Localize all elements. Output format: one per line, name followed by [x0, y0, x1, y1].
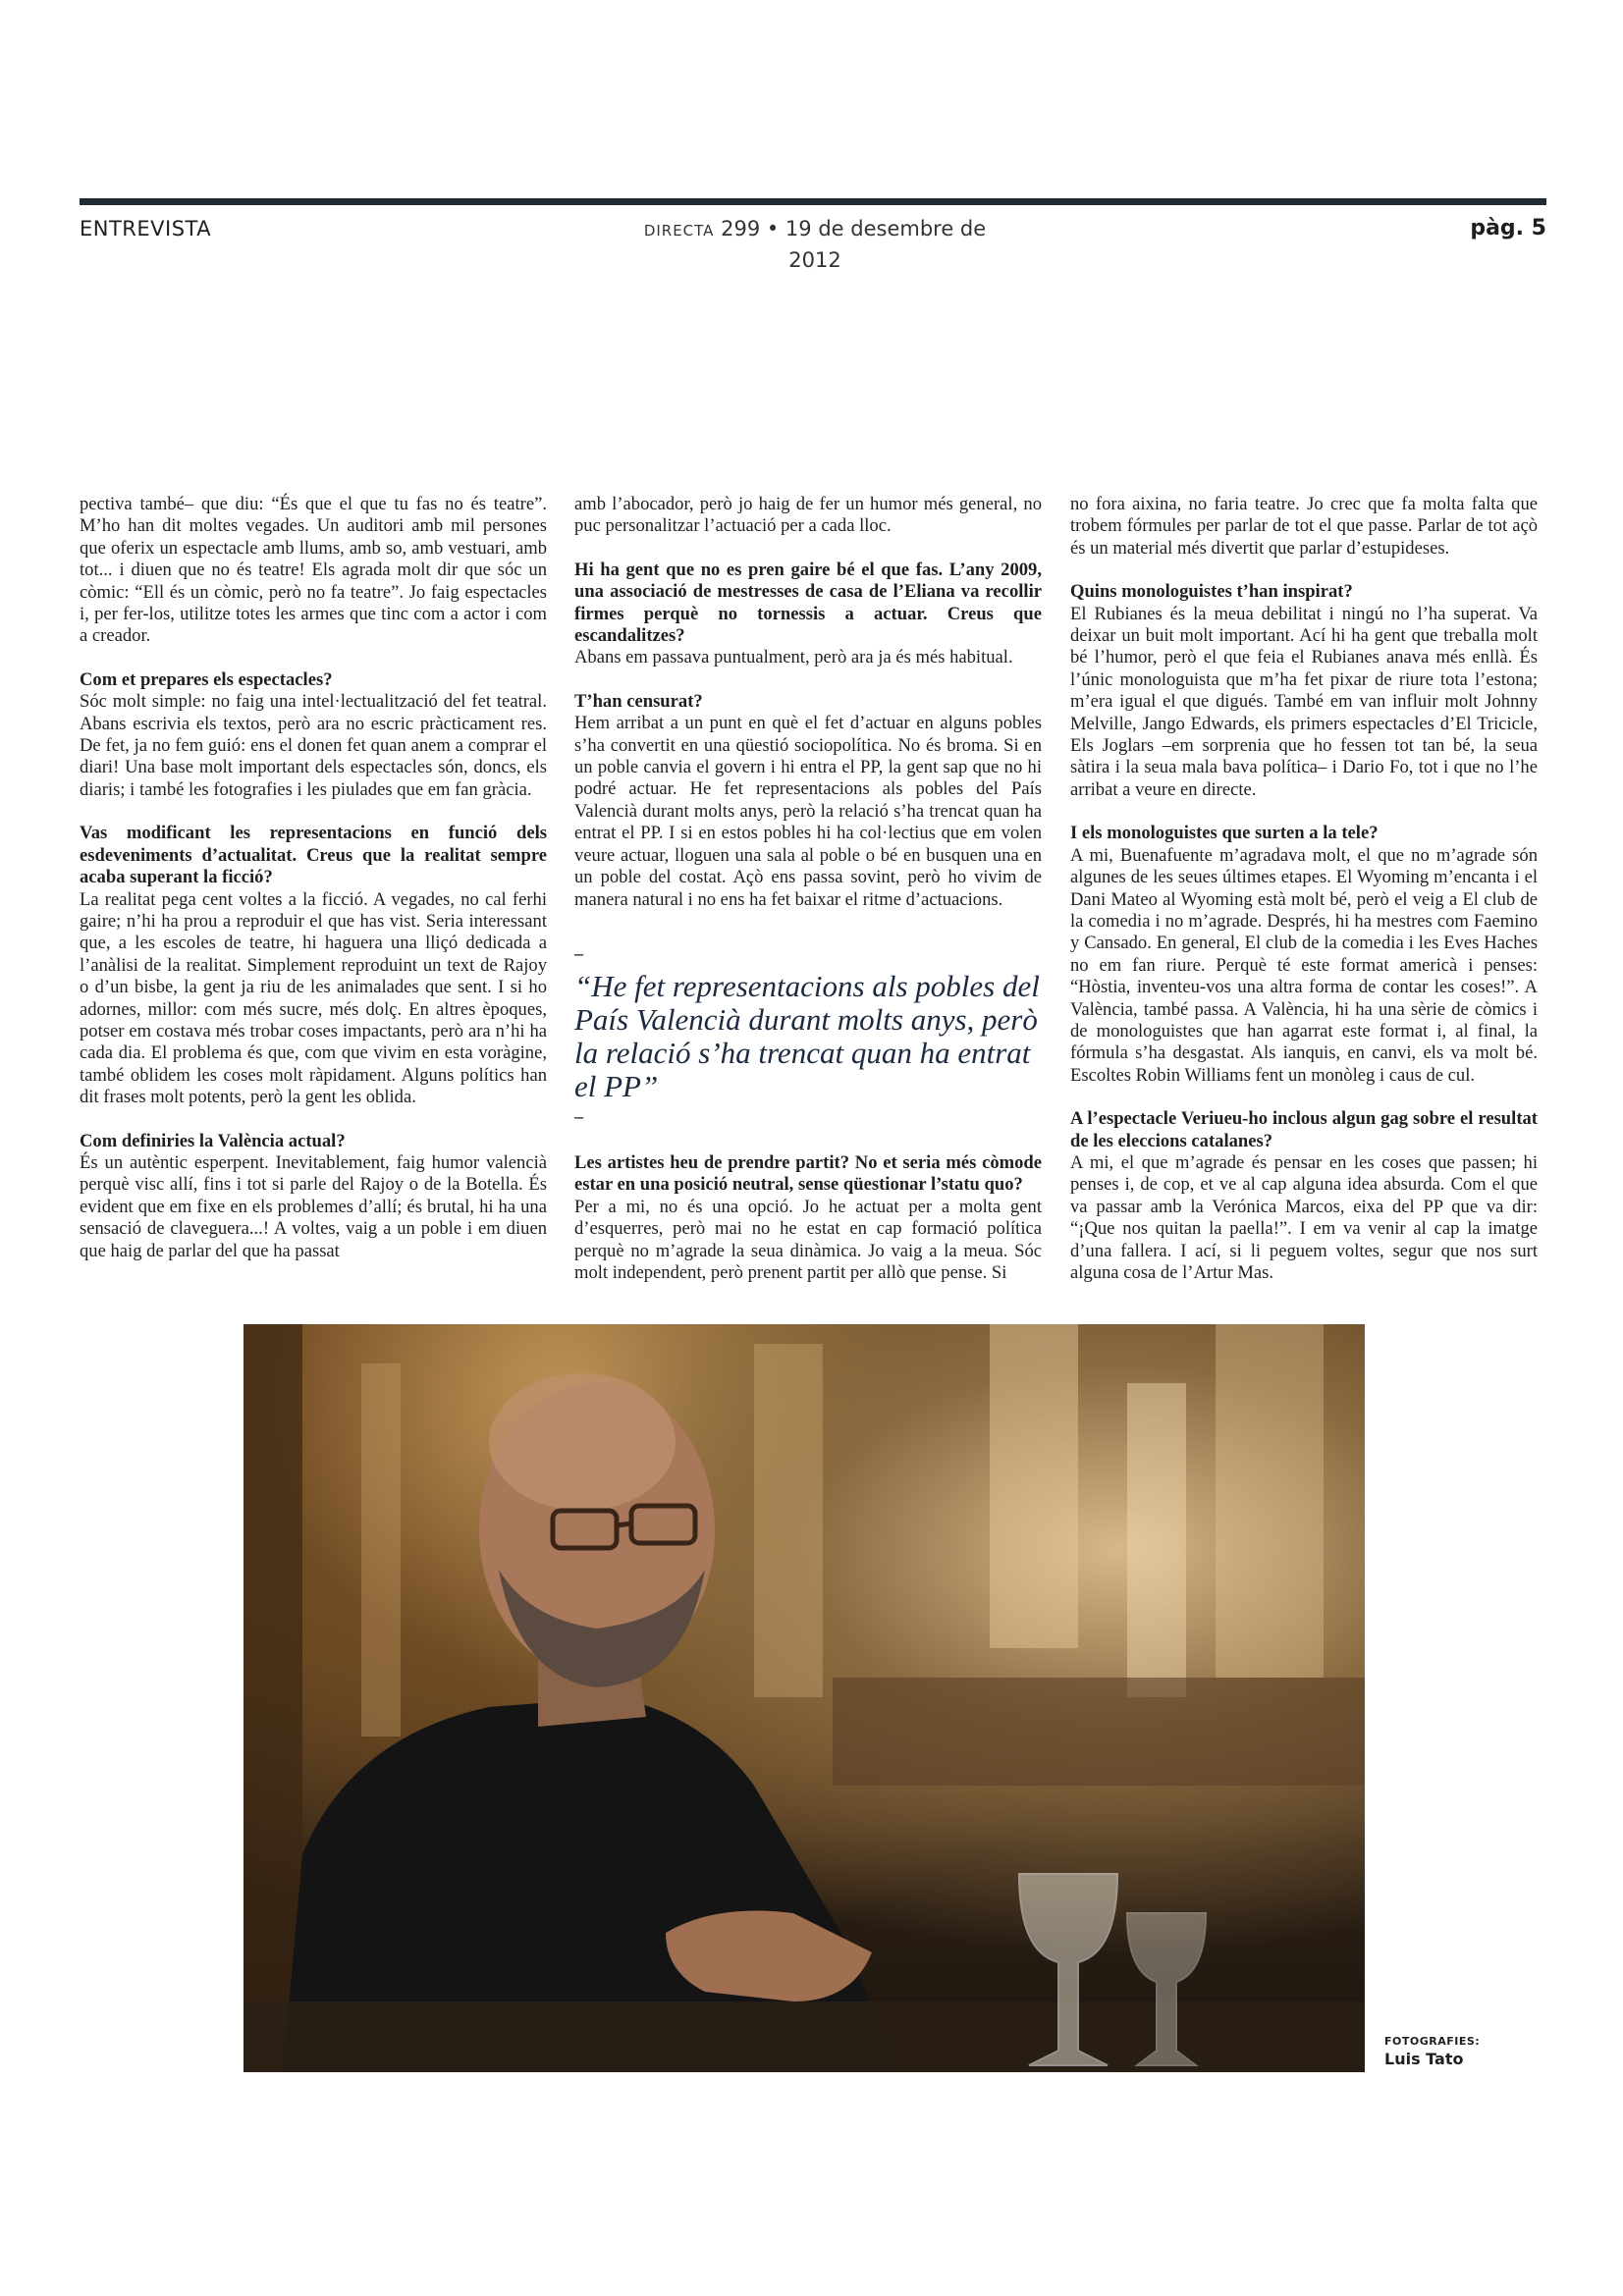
interview-question: Quins monologuistes t’han inspirat?	[1070, 581, 1353, 603]
interview-answer: A mi, el que m’agrade és pensar en les coses que passen; hi penses i, de cop, et ve al cap alguna idea absurda. Com el que va passar amb la Verónica Marcos, eixa del PP que va dir: “¡Que nos quitan la paella!”. I em va venir al cap la imatge d’una fallera. I ací, si li peguem voltes, segur que nos surt alguna cosa de l’Artur Mas.	[1070, 1151, 1538, 1283]
article-column-3	[1070, 494, 1538, 1284]
interview-answer: El Rubianes és la meua debilitat i ningú no l’ha superat. Va deixar un buit molt important. Ací hi ha gent que treballa molt bé l’humor, però el que feia el Rubianes anava més enllà. És l’únic monologuista que m’ha fet pixar de riure tota l’estona; m’era igual el que digués. També em van influir molt Johnny Melville, Jango Edwards, els primers espectacles d’El Tricicle, Els Joglars –em sorprenia que ho fessen tot tan bé, la seua sàtira i la seua mala bava política– i Dario Fo, tot i que no l’he arribat a veure en directe.	[1070, 603, 1538, 800]
issue-date: 299 • 19 de desembre de 2012	[721, 217, 987, 272]
interview-answer: Sóc molt simple: no faig una intel·lectualització del fet teatral. Abans escrivia els textos, però ara no escric pràcticament res. De fet, ja no fem guió: ens el donen fet quan anem a comprar el diari! Una base molt important dels espectacles són, doncs, els diaris; i també les fotografies i les piulades que em fan gràcia.	[80, 691, 547, 800]
interview-question: Vas modificant les representacions en funció dels esdeveniments d’actualitat. Creus que la realitat sempre acaba superant la ficció?	[80, 823, 547, 888]
interview-photo	[243, 1324, 1365, 2072]
article-column-2	[574, 494, 1042, 1284]
interview-answer: Per a mi, no és una opció. Jo he actuat per a molta gent d’esquerres, però mai no he estat en cap formació política perquè no m’agrade la seua dinàmica. Jo vaig a la meua. Sóc molt independent, però prenent partit per allò que pense. Si	[574, 1196, 1042, 1283]
photo-credit-label: FOTOGRAFIES:	[1384, 2035, 1481, 2048]
interview-question: T’han censurat?	[574, 690, 703, 712]
pull-quote	[574, 942, 1042, 1126]
photo-illustration	[243, 1324, 1365, 2072]
header-rule	[80, 198, 1546, 205]
interview-answer: Hem arribat a un punt en què el fet d’actuar en alguns pobles s’ha convertit en una qüestió sociopolítica. No és broma. Si en un poble canvia el govern i hi entra el PP, la gent sap que no hi podré actuar. He fet representacions als pobles del País Valencià durant molts anys, però la relació s’ha trencat quan ha entrat el PP. I si en estos pobles hi ha col·lectius que em volen veure actuar, lloguen una sala al poble o bé en busquen una en un poble del costat. Açò ens passa sovint, però ho vivim de manera natural i no ens ha fet baixar el ritme d’actuacions.	[574, 713, 1042, 910]
interview-answer: Abans em passava puntualment, però ara ja és més habitual.	[574, 647, 1013, 668]
section-label: ENTREVISTA	[80, 217, 212, 240]
article-column-1	[80, 494, 547, 1262]
column-2-top	[574, 494, 1042, 911]
interview-answer: amb l’abocador, però jo haig de fer un humor més general, no puc personalitzar l’actuació per a cada lloc.	[574, 494, 1042, 537]
interview-question: A l’espectacle Veriueu-ho inclous algun gag sobre el resultat de les eleccions catalanes?	[1070, 1108, 1538, 1151]
interview-question: Com definiries la València actual?	[80, 1130, 346, 1151]
interview-answer: no fora aixina, no faria teatre. Jo crec que fa molta falta que trobem fórmules per parlar de tot el que passe. Parlar de tot açò és un material més divertit que parlar d’estupideses.	[1070, 494, 1538, 559]
pull-quote-mark-bottom: –	[574, 1105, 583, 1126]
interview-question: I els monologuistes que surten a la tele?	[1070, 823, 1379, 844]
interview-answer: És un autèntic esperpent. Inevitablement, faig humor valencià perquè visc allí, fins i tot si parle del Rajoy o de la Botella. És evident que em fixe en els problemes d’allí; és brutal, hi ha una sensació de claveguera...! A voltes, vaig a un poble i em diuen que haig de parlar del que ha passat	[80, 1151, 547, 1261]
interview-answer: A mi, Buenafuente m’agradava molt, el que no m’agrade són algunes de les seues últimes etapes. El Wyoming m’encanta i el Dani Mateo al Wyoming està molt bé, però el veig a El club de la comedia i no m’agrade. Després, hi ha mestres com Faemino y Cansado. En general, El club de la comedia i les Eves Haches no em fan riure. Perquè té este format americà i penses: “Hòstia, inventeu-vos una altra forma de contar les coses!”. A València, també passa. A València, hi ha una sèrie de còmics i de monologuistes que han agarrat este format i, al final, la fórmula s’ha desgastat. Als ianquis, en canvi, els va molt bé. Escoltes Robin Williams fent un monòleg i caus de cul.	[1070, 844, 1538, 1086]
photographer-name: Luis Tato	[1384, 2050, 1464, 2068]
interview-question: Les artistes heu de prendre partit? No et seria més còmode estar en una posició neutral, sense qüestionar l’statu quo?	[574, 1151, 1042, 1196]
interview-question: Com et prepares els espectacles?	[80, 668, 333, 690]
interview-answer: pectiva també– que diu: “És que el que tu fas no és teatre”. M’ho han dit moltes vegades. Un auditori amb mil persones que oferix un espectacle amb llums, amb so, amb vestuari, amb tot... i diuen que no és teatre! Els agrada molt dir que sóc un còmic: “Ell és un còmic, però no fa teatre”. Jo faig espectacles i, per fer-los, utilitze totes les armes que tinc com a actor i com a creador.	[80, 494, 547, 647]
page-number: pàg. 5	[1470, 216, 1546, 240]
pull-quote-mark-top: –	[574, 942, 583, 963]
interview-answer: La realitat pega cent voltes a la ficció. A vegades, no cal ferhi gaire; n’hi ha prou a reproduir el que has vist. Seria interessant que, a les escoles de teatre, hi haguera una lliçó dedicada a l’anàlisi de la realitat. Simplement reproduint un text de Rajoy o d’un bisbe, la gent ja riu de les animalades que sent. I si ho adornes, millor: com més sucre, més dolç. En altres èpoques, potser em costava més trobar coses impactants, però ara n’hi ha cada dia. El problema és que, com que vivim en esta voràgine, també oblidem les coses molt ràpidament. Alguns polítics han dit frases molt potents, però la gent les oblida.	[80, 888, 547, 1108]
photo-credit	[1384, 2035, 1480, 2068]
interview-question: Hi ha gent que no es pren gaire bé el que fas. L’any 2009, una associació de mestresses de casa de l’Eliana va recollir firmes perquè no tornessis a actuar. Creus que escandalitzes?	[574, 559, 1042, 647]
pull-quote-text: “He fet representacions als pobles del País Valencià durant molts anys, però la relació s’ha trencat quan ha entrat el PP”	[574, 968, 1040, 1103]
issue-info	[628, 214, 1001, 272]
publication-name: DIRECTA	[643, 222, 715, 240]
column-2-bottom	[574, 1152, 1042, 1284]
